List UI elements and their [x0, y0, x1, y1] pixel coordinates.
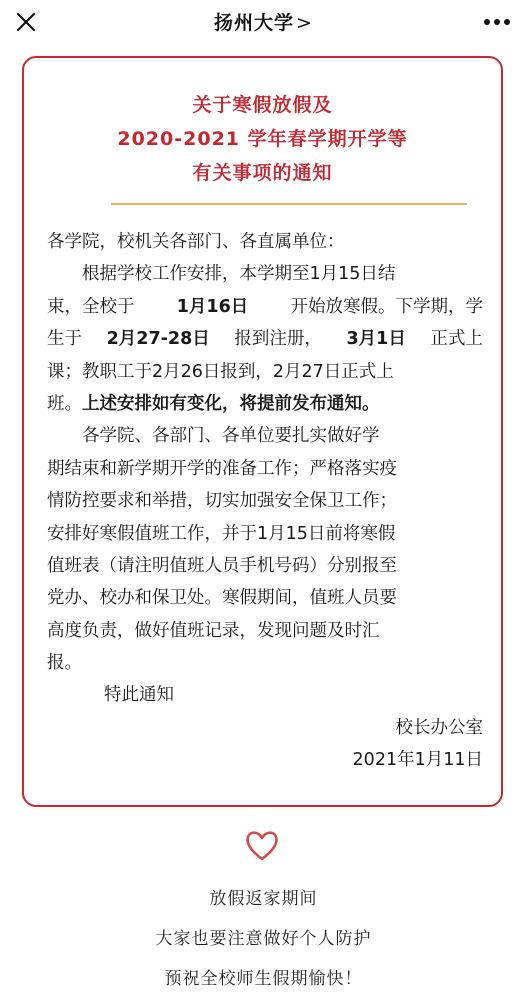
- text-segment: 报到注册，: [234, 329, 322, 350]
- paragraph-line: [47, 388, 483, 420]
- notice-date: 2021年1月11日: [352, 750, 483, 771]
- paragraph-line: 期结束和新学期开学的准备工作；严格落实疫: [47, 458, 397, 479]
- paragraph-line: 情防控要求和举措，切实加强安全保卫工作；: [47, 491, 397, 512]
- closing-text: 特此通知: [104, 685, 174, 706]
- salutation: 各学院，校机关各部门、各直属单位：: [47, 232, 345, 252]
- notice-body: [47, 226, 483, 777]
- text-segment: 正式上: [430, 329, 483, 350]
- text-segment: 生于: [47, 329, 82, 350]
- notice-title-line: 2020-2021 学年春学期开学等: [117, 128, 408, 150]
- paragraph-line: 安排好寒假值班工作，并于1月15日前将寒假: [47, 523, 396, 544]
- account-title-link[interactable]: [0, 8, 527, 35]
- account-name: 扬州大学: [214, 12, 295, 34]
- bold-date: 2月27-28日: [106, 329, 210, 350]
- footer-line: 放假返家期间: [209, 889, 318, 909]
- notice-card: [22, 56, 503, 807]
- more-dots-icon: [483, 18, 511, 26]
- paragraph-line: 课；教职工于2月26日报到，2月27日正式上: [47, 361, 394, 382]
- paragraph-line: 根据学校工作安排，本学期至1月15日结: [82, 264, 396, 285]
- text-segment: 束，全校于: [47, 296, 135, 317]
- text-segment: 开始放寒假。下学期，学: [290, 296, 483, 317]
- chevron-right-icon: >: [296, 12, 313, 34]
- bold-date: 1月16日: [176, 296, 249, 317]
- paragraph-line: 值班表（请注明值班人员手机号码）分别报至: [47, 555, 397, 576]
- paragraph-line: 党办、校办和保卫处。寒假期间，值班人员要: [47, 588, 397, 609]
- notice-title-line: 关于寒假放假及: [192, 94, 333, 116]
- top-nav-bar: [0, 0, 527, 44]
- heart-outline-icon: [242, 826, 282, 866]
- bold-date: 3月1日: [346, 329, 406, 350]
- footer-message: [0, 879, 527, 999]
- footer-line: 大家也要注意做好个人防护: [155, 929, 372, 949]
- title-divider: [111, 203, 467, 205]
- more-options-button[interactable]: [479, 6, 515, 38]
- text-segment: 班。: [47, 393, 82, 414]
- paragraph-line: 报。: [47, 653, 82, 674]
- footer-line: 预祝全校师生假期愉快！: [164, 969, 363, 989]
- paragraph-line: 高度负责，做好值班记录，发现问题及时汇: [47, 620, 380, 641]
- signer: 校长办公室: [395, 717, 483, 738]
- paragraph-line: 各学院、各部门、各单位要扎实做好学: [82, 426, 380, 447]
- paragraph-line: [47, 323, 483, 355]
- bold-statement: 上述安排如有变化，将提前发布通知。: [82, 393, 380, 414]
- notice-title: [24, 88, 501, 190]
- paragraph-line: [47, 291, 483, 323]
- notice-title-line: 有关事项的通知: [192, 162, 333, 184]
